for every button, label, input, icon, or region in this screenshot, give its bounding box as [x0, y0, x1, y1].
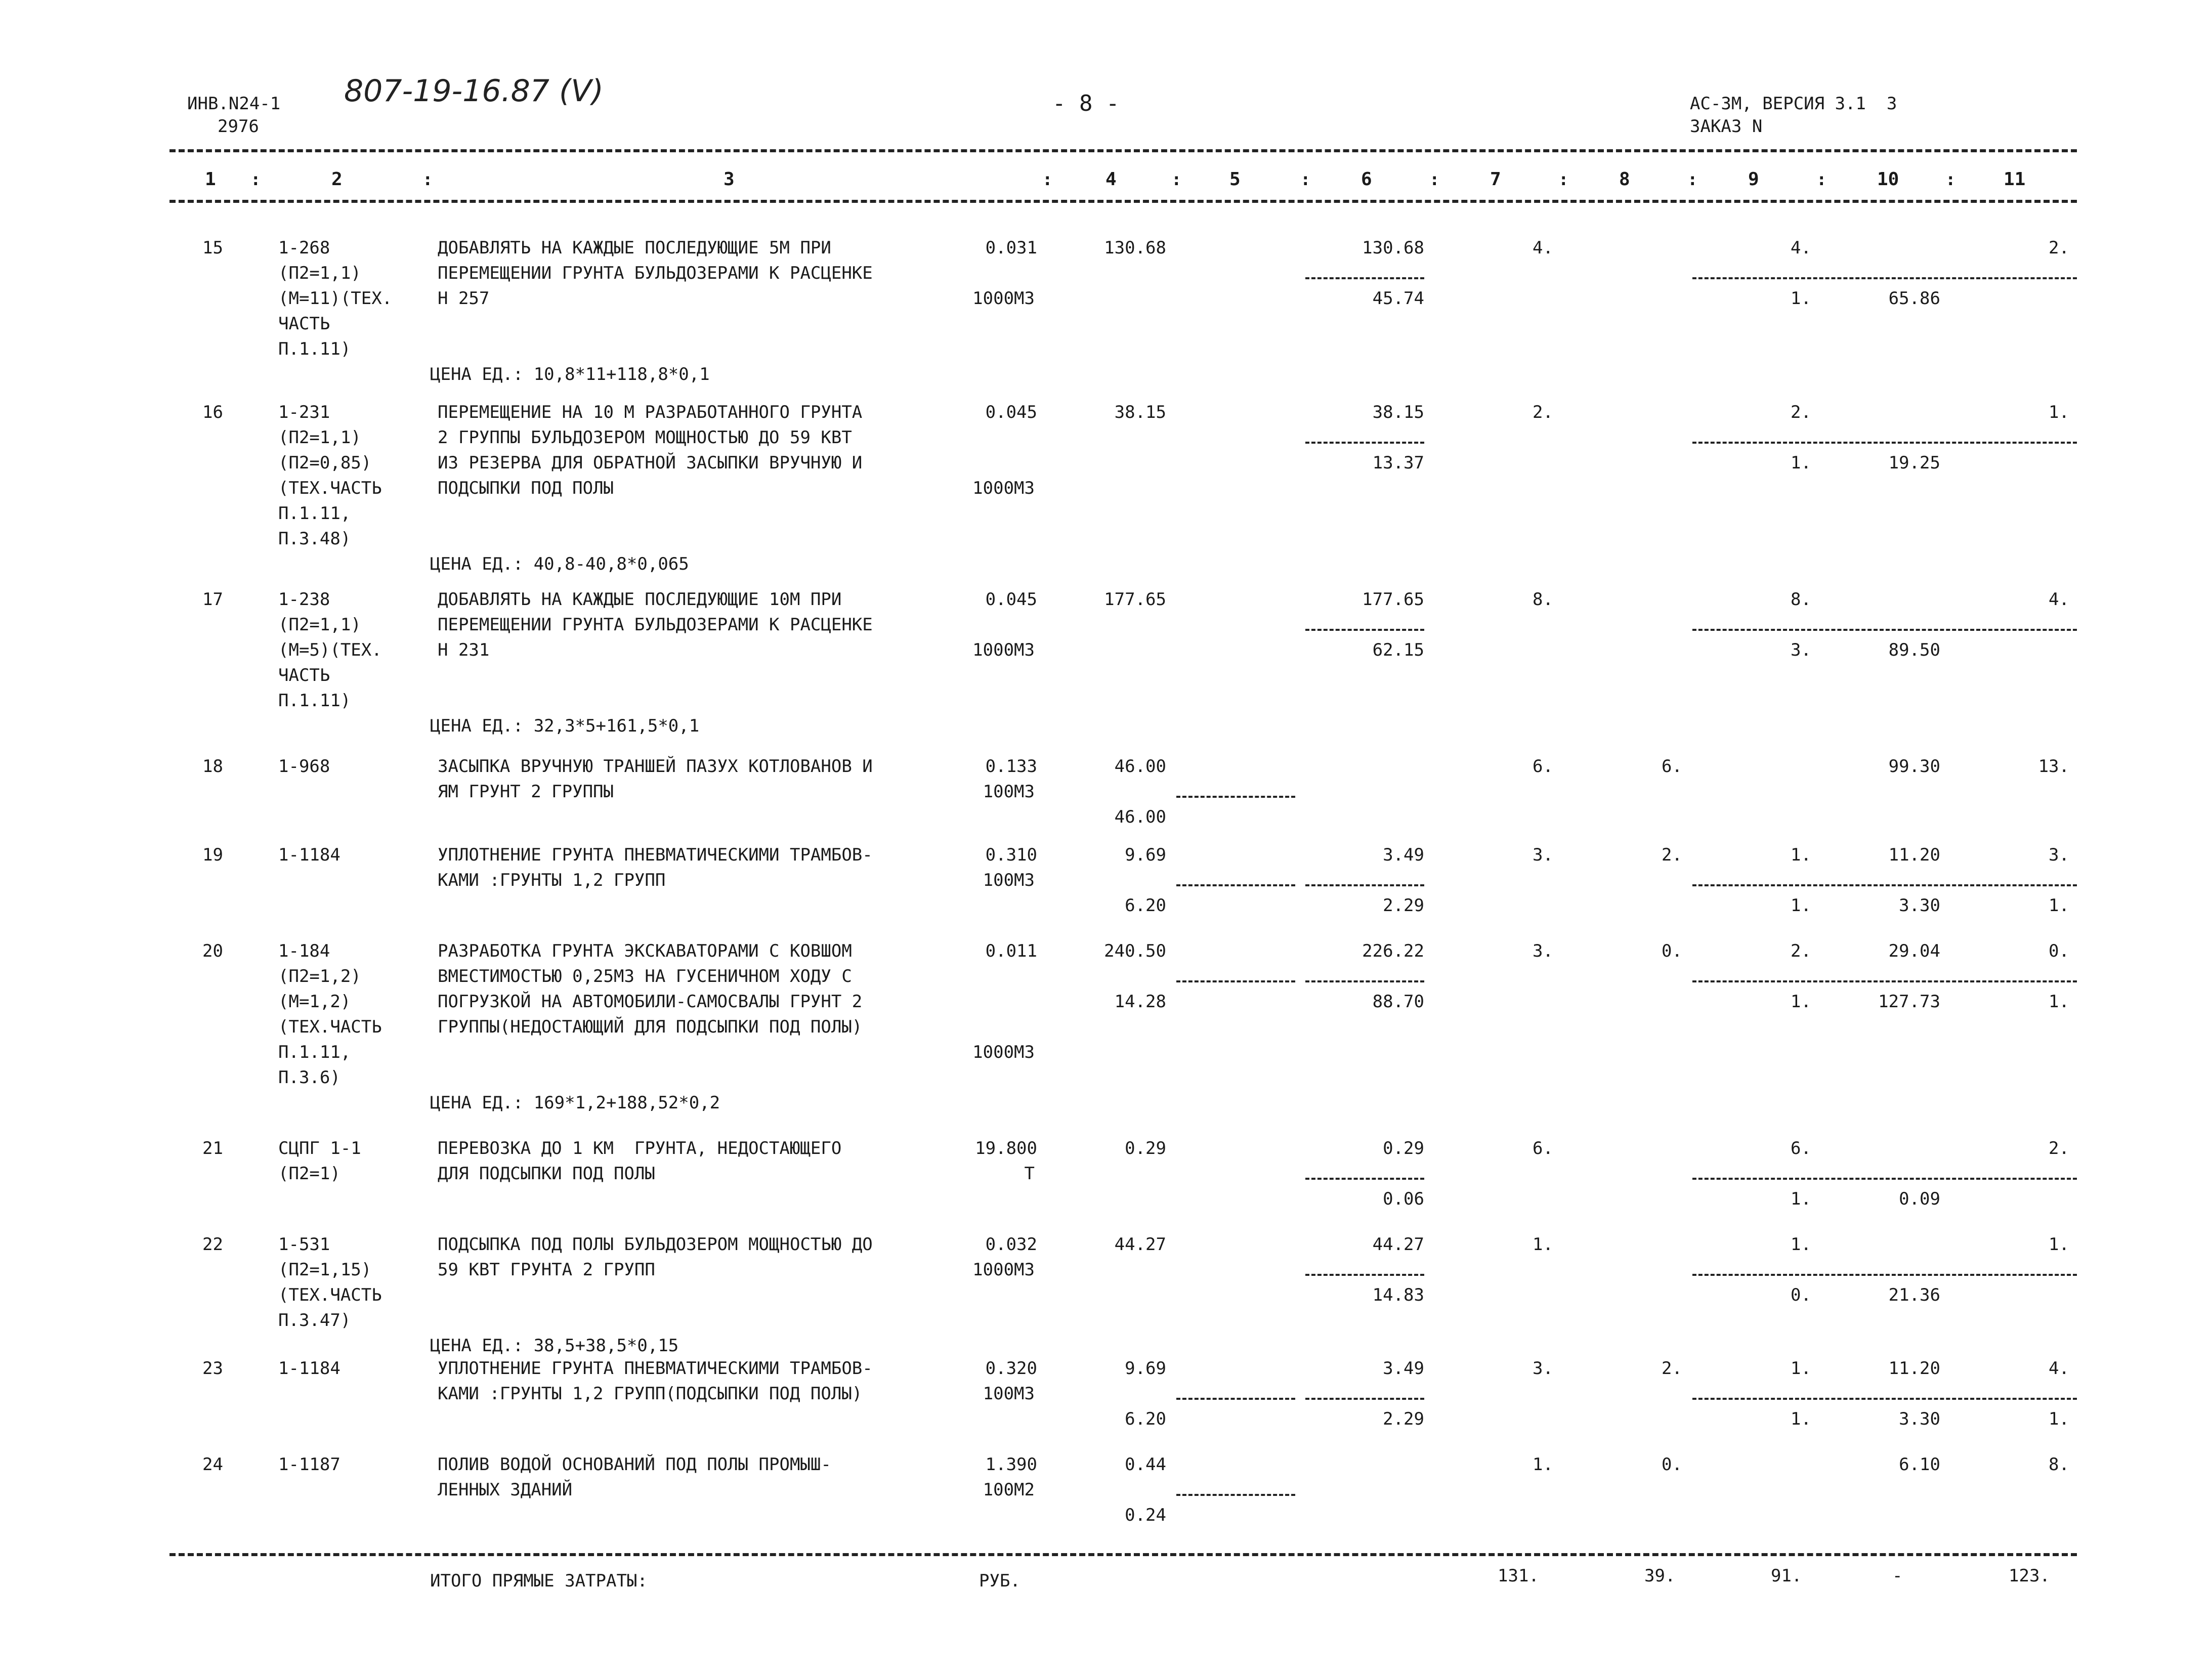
totals-rule	[169, 1553, 2077, 1556]
row-number: 24	[202, 1454, 223, 1475]
resource-code: (П2=1,1)	[278, 427, 361, 448]
sub-divider	[1305, 442, 1424, 444]
resource-code: П.3.6)	[278, 1067, 341, 1088]
value-c8: 0.	[1662, 1454, 1682, 1475]
work-description: УПЛОТНЕНИЕ ГРУНТА ПНЕВМАТИЧЕСКИМИ ТРАМБОВ-	[438, 845, 873, 865]
resource-code: (П2=1,1)	[278, 263, 361, 283]
value-c5: 130.68	[1104, 238, 1166, 258]
row-number: 17	[202, 589, 223, 610]
unit-of-measure: 100М2	[983, 1480, 1035, 1500]
work-description: ЯМ ГРУНТ 2 ГРУППЫ	[438, 782, 614, 802]
resource-code: (П2=1)	[278, 1164, 341, 1184]
value-c10: 29.04	[1888, 941, 1940, 961]
col-header-9: 9	[1748, 169, 1759, 190]
work-description: ПЕРЕМЕЩЕНИИ ГРУНТА БУЛЬДОЗЕРАМИ К РАСЦЕНКЕ	[438, 263, 873, 283]
value-c9b: 3.	[1791, 640, 1811, 660]
work-description: ДОБАВЛЯТЬ НА КАЖДЫЕ ПОСЛЕДУЮЩИЕ 10М ПРИ	[438, 589, 842, 610]
value-c4: 19.800	[975, 1138, 1037, 1158]
sub-divider	[1176, 796, 1295, 798]
col-header-6: 6	[1361, 169, 1372, 190]
value-c10: 6.10	[1899, 1454, 1940, 1475]
resource-code: (ТЕХ.ЧАСТЬ	[278, 1017, 382, 1037]
col-header-5: 5	[1229, 169, 1241, 190]
sub-divider	[1692, 1178, 2077, 1180]
value-c6b: 45.74	[1372, 288, 1424, 309]
totals-currency: РУБ.	[979, 1571, 1020, 1591]
value-c9b: 1.	[1791, 1409, 1811, 1429]
resource-code: 1-1184	[278, 1358, 341, 1379]
resource-code: П.1.11)	[278, 339, 351, 359]
value-c8: 2.	[1662, 1358, 1682, 1379]
unit-price-formula: ЦЕНА ЕД.: 38,5+38,5*0,15	[430, 1336, 679, 1356]
value-c10b: 21.36	[1888, 1285, 1940, 1305]
value-c6b: 14.83	[1372, 1285, 1424, 1305]
value-c10b: 0.09	[1899, 1189, 1940, 1209]
value-c4: 0.045	[985, 402, 1037, 422]
value-c6b: 88.70	[1372, 992, 1424, 1012]
unit-of-measure: 100М3	[983, 870, 1035, 890]
resource-code: П.1.11)	[278, 691, 351, 711]
value-c7: 1.	[1533, 1234, 1553, 1255]
sub-divider	[1176, 980, 1295, 982]
total-col-10: -	[1892, 1566, 1903, 1586]
unit-of-measure: 100М3	[983, 1384, 1035, 1404]
value-c10: 11.20	[1888, 845, 1940, 865]
resource-code: П.1.11,	[278, 1042, 351, 1062]
hdr-sep: :	[1429, 169, 1440, 190]
value-c4: 0.320	[985, 1358, 1037, 1379]
value-c5b: 6.20	[1125, 1409, 1166, 1429]
sub-divider	[1692, 1274, 2077, 1276]
value-c6b: 13.37	[1372, 453, 1424, 473]
work-description: ПОЛИВ ВОДОЙ ОСНОВАНИЙ ПОД ПОЛЫ ПРОМЫШ-	[438, 1454, 831, 1475]
value-c6: 3.49	[1383, 1358, 1424, 1379]
work-description: Н 231	[438, 640, 490, 660]
value-c7: 6.	[1533, 1138, 1553, 1158]
value-c7: 8.	[1533, 589, 1553, 610]
work-description: ПОДСЫПКА ПОД ПОЛЫ БУЛЬДОЗЕРОМ МОЩНОСТЬЮ ДО	[438, 1234, 873, 1255]
value-c10b: 89.50	[1888, 640, 1940, 660]
sub-divider	[1305, 1178, 1424, 1180]
value-c4: 0.045	[985, 589, 1037, 610]
value-c5b: 46.00	[1114, 807, 1166, 827]
value-c5: 46.00	[1114, 756, 1166, 777]
value-c11b: 1.	[2049, 895, 2069, 916]
resource-code: П.3.48)	[278, 529, 351, 549]
total-col-9: 91.	[1771, 1566, 1802, 1586]
value-c10b: 3.30	[1899, 895, 1940, 916]
value-c11: 1.	[2049, 1234, 2069, 1255]
total-col-7: 131.	[1498, 1566, 1539, 1586]
value-c11: 1.	[2049, 402, 2069, 422]
value-c6: 226.22	[1362, 941, 1424, 961]
value-c7: 3.	[1533, 845, 1553, 865]
resource-code: (М=5)(ТЕХ.	[278, 640, 382, 660]
sub-divider	[1176, 1494, 1295, 1496]
work-description: РАЗРАБОТКА ГРУНТА ЭКСКАВАТОРАМИ С КОВШОМ	[438, 941, 852, 961]
unit-price-formula: ЦЕНА ЕД.: 169*1,2+188,52*0,2	[430, 1093, 720, 1113]
sub-divider	[1305, 1274, 1424, 1276]
value-c11: 13.	[2038, 756, 2069, 777]
resource-code: 1-968	[278, 756, 330, 777]
row-number: 23	[202, 1358, 223, 1379]
row-number: 19	[202, 845, 223, 865]
value-c10: 99.30	[1888, 756, 1940, 777]
unit-price-formula: ЦЕНА ЕД.: 40,8-40,8*0,065	[430, 554, 689, 574]
resource-code: (М=11)(ТЕХ.	[278, 288, 393, 309]
value-c5: 38.15	[1114, 402, 1166, 422]
value-c9: 6.	[1791, 1138, 1811, 1158]
sub-divider	[1176, 1398, 1295, 1400]
value-c9b: 1.	[1791, 992, 1811, 1012]
value-c11: 4.	[2049, 1358, 2069, 1379]
value-c6: 44.27	[1372, 1234, 1424, 1255]
work-description: ПЕРЕМЕЩЕНИИ ГРУНТА БУЛЬДОЗЕРАМИ К РАСЦЕНКЕ	[438, 615, 873, 635]
unit-price-formula: ЦЕНА ЕД.: 32,3*5+161,5*0,1	[430, 716, 700, 736]
hdr-sep: :	[1945, 169, 1956, 190]
hdr-sep: :	[1042, 169, 1053, 190]
work-description: 2 ГРУППЫ БУЛЬДОЗЕРОМ МОЩНОСТЬЮ ДО 59 КВТ	[438, 427, 852, 448]
work-description: 59 КВТ ГРУНТА 2 ГРУПП	[438, 1260, 655, 1280]
sub-divider	[1305, 277, 1424, 279]
resource-code: (М=1,2)	[278, 992, 351, 1012]
work-description: ПОГРУЗКОЙ НА АВТОМОБИЛИ-САМОСВАЛЫ ГРУНТ 2	[438, 992, 863, 1012]
value-c9b: 1.	[1791, 1189, 1811, 1209]
sub-divider	[1305, 1398, 1424, 1400]
value-c10b: 19.25	[1888, 453, 1940, 473]
row-number: 21	[202, 1138, 223, 1158]
resource-code: (П2=0,85)	[278, 453, 372, 473]
inventory-label: ИНВ.N24-1	[187, 94, 281, 114]
unit-of-measure: 100М3	[983, 782, 1035, 802]
value-c10b: 3.30	[1899, 1409, 1940, 1429]
row-number: 22	[202, 1234, 223, 1255]
work-description: ИЗ РЕЗЕРВА ДЛЯ ОБРАТНОЙ ЗАСЫПКИ ВРУЧНУЮ И	[438, 453, 863, 473]
value-c4: 0.011	[985, 941, 1037, 961]
col-header-7: 7	[1490, 169, 1501, 190]
value-c6: 130.68	[1362, 238, 1424, 258]
value-c5: 0.29	[1125, 1138, 1166, 1158]
total-col-8: 39.	[1644, 1566, 1676, 1586]
value-c9b: 1.	[1791, 288, 1811, 309]
value-c11: 2.	[2049, 1138, 2069, 1158]
resource-code: П.1.11,	[278, 503, 351, 524]
value-c6: 177.65	[1362, 589, 1424, 610]
resource-code: 1-231	[278, 402, 330, 422]
inventory-number: 2976	[218, 116, 259, 137]
resource-code: 1-531	[278, 1234, 330, 1255]
sub-divider	[1176, 884, 1295, 886]
software-version: АС-3М, ВЕРСИЯ 3.1 3	[1690, 94, 1897, 114]
resource-code: (ТЕХ.ЧАСТЬ	[278, 1285, 382, 1305]
value-c9: 4.	[1791, 238, 1811, 258]
value-c6b: 2.29	[1383, 1409, 1424, 1429]
col-header-8: 8	[1619, 169, 1630, 190]
resource-code: 1-1187	[278, 1454, 341, 1475]
hdr-sep: :	[1300, 169, 1311, 190]
resource-code: (П2=1,2)	[278, 966, 361, 986]
value-c5: 240.50	[1104, 941, 1166, 961]
work-description: КАМИ :ГРУНТЫ 1,2 ГРУПП	[438, 870, 666, 890]
work-description: ГРУППЫ(НЕДОСТАЮЩИЙ ДЛЯ ПОДСЫПКИ ПОД ПОЛЫ)	[438, 1017, 863, 1037]
totals-label: ИТОГО ПРЯМЫЕ ЗАТРАТЫ:	[430, 1571, 648, 1591]
value-c7: 4.	[1533, 238, 1553, 258]
value-c7: 3.	[1533, 1358, 1553, 1379]
order-label: ЗАКАЗ N	[1690, 116, 1763, 137]
resource-code: (ТЕХ.ЧАСТЬ	[278, 478, 382, 498]
value-c4: 0.032	[985, 1234, 1037, 1255]
col-header-2: 2	[331, 169, 343, 190]
work-description: ВМЕСТИМОСТЬЮ 0,25М3 НА ГУСЕНИЧНОМ ХОДУ С	[438, 966, 852, 986]
page-number: - 8 -	[1052, 91, 1120, 116]
value-c9: 1.	[1791, 845, 1811, 865]
value-c10: 11.20	[1888, 1358, 1940, 1379]
row-number: 20	[202, 941, 223, 961]
unit-of-measure: Т	[1024, 1164, 1035, 1184]
value-c5: 9.69	[1125, 845, 1166, 865]
sub-divider	[1692, 884, 2077, 886]
resource-code: 1-184	[278, 941, 330, 961]
value-c6: 38.15	[1372, 402, 1424, 422]
value-c4: 0.031	[985, 238, 1037, 258]
resource-code: П.3.47)	[278, 1310, 351, 1330]
unit-of-measure: 1000М3	[972, 1260, 1035, 1280]
value-c9: 2.	[1791, 402, 1811, 422]
value-c9: 1.	[1791, 1358, 1811, 1379]
work-description: ЗАСЫПКА ВРУЧНУЮ ТРАНШЕЙ ПАЗУХ КОТЛОВАНОВ И	[438, 756, 873, 777]
value-c8: 6.	[1662, 756, 1682, 777]
value-c5b: 6.20	[1125, 895, 1166, 916]
value-c9b: 1.	[1791, 453, 1811, 473]
resource-code: 1-238	[278, 589, 330, 610]
value-c7: 2.	[1533, 402, 1553, 422]
col-header-11: 11	[2004, 169, 2026, 190]
work-description: ПЕРЕВОЗКА ДО 1 КМ ГРУНТА, НЕДОСТАЮЩЕГО	[438, 1138, 842, 1158]
value-c7: 1.	[1533, 1454, 1553, 1475]
col-header-4: 4	[1105, 169, 1117, 190]
work-description: Н 257	[438, 288, 490, 309]
work-description: ПОДСЫПКИ ПОД ПОЛЫ	[438, 478, 614, 498]
resource-code: СЦПГ 1-1	[278, 1138, 361, 1158]
value-c7: 6.	[1533, 756, 1553, 777]
handwritten-code: 807-19-16.87 (V)	[344, 73, 604, 109]
sub-divider	[1305, 980, 1424, 982]
col-header-10: 10	[1877, 169, 1899, 190]
hdr-sep: :	[1171, 169, 1182, 190]
value-c6: 0.29	[1383, 1138, 1424, 1158]
value-c8: 2.	[1662, 845, 1682, 865]
resource-code: 1-268	[278, 238, 330, 258]
value-c7: 3.	[1533, 941, 1553, 961]
value-c9: 2.	[1791, 941, 1811, 961]
sub-divider	[1305, 629, 1424, 631]
resource-code: ЧАСТЬ	[278, 665, 330, 685]
hdr-sep: :	[422, 169, 433, 190]
value-c11b: 1.	[2049, 992, 2069, 1012]
value-c6b: 0.06	[1383, 1189, 1424, 1209]
hdr-sep: :	[1687, 169, 1698, 190]
value-c5: 177.65	[1104, 589, 1166, 610]
total-col-11: 123.	[2009, 1566, 2050, 1586]
value-c4: 0.133	[985, 756, 1037, 777]
value-c5b: 14.28	[1114, 992, 1166, 1012]
col-header-3: 3	[724, 169, 735, 190]
hdr-sep: :	[1558, 169, 1569, 190]
value-c9: 8.	[1791, 589, 1811, 610]
resource-code: (П2=1,1)	[278, 615, 361, 635]
row-number: 18	[202, 756, 223, 777]
value-c5: 44.27	[1114, 1234, 1166, 1255]
value-c11: 2.	[2049, 238, 2069, 258]
resource-code: 1-1184	[278, 845, 341, 865]
value-c11: 0.	[2049, 941, 2069, 961]
value-c5b: 0.24	[1125, 1505, 1166, 1525]
value-c10b: 65.86	[1888, 288, 1940, 309]
sub-divider	[1305, 884, 1424, 886]
sub-divider	[1692, 629, 2077, 631]
unit-of-measure: 1000М3	[972, 1042, 1035, 1062]
col-header-1: 1	[205, 169, 216, 190]
top-rule	[169, 149, 2077, 152]
sub-divider	[1692, 442, 2077, 444]
sub-divider	[1692, 1398, 2077, 1400]
value-c5: 9.69	[1125, 1358, 1166, 1379]
value-c10b: 127.73	[1878, 992, 1940, 1012]
hdr-sep: :	[250, 169, 261, 190]
row-number: 16	[202, 402, 223, 422]
value-c9b: 1.	[1791, 895, 1811, 916]
header-rule	[169, 200, 2077, 203]
work-description: УПЛОТНЕНИЕ ГРУНТА ПНЕВМАТИЧЕСКИМИ ТРАМБОВ-	[438, 1358, 873, 1379]
unit-of-measure: 1000М3	[972, 640, 1035, 660]
row-number: 15	[202, 238, 223, 258]
hdr-sep: :	[1816, 169, 1827, 190]
value-c4: 0.310	[985, 845, 1037, 865]
unit-price-formula: ЦЕНА ЕД.: 10,8*11+118,8*0,1	[430, 364, 710, 384]
value-c6: 3.49	[1383, 845, 1424, 865]
unit-of-measure: 1000М3	[972, 288, 1035, 309]
value-c6b: 62.15	[1372, 640, 1424, 660]
value-c11b: 1.	[2049, 1409, 2069, 1429]
value-c4: 1.390	[985, 1454, 1037, 1475]
value-c8: 0.	[1662, 941, 1682, 961]
work-description: ЛЕННЫХ ЗДАНИЙ	[438, 1480, 573, 1500]
work-description: ДЛЯ ПОДСЫПКИ ПОД ПОЛЫ	[438, 1164, 655, 1184]
sub-divider	[1692, 277, 2077, 279]
work-description: КАМИ :ГРУНТЫ 1,2 ГРУПП(ПОДСЫПКИ ПОД ПОЛЫ)	[438, 1384, 863, 1404]
resource-code: ЧАСТЬ	[278, 314, 330, 334]
work-description: ДОБАВЛЯТЬ НА КАЖДЫЕ ПОСЛЕДУЮЩИЕ 5М ПРИ	[438, 238, 831, 258]
resource-code: (П2=1,15)	[278, 1260, 372, 1280]
value-c11: 4.	[2049, 589, 2069, 610]
value-c11: 3.	[2049, 845, 2069, 865]
sub-divider	[1692, 980, 2077, 982]
value-c9: 1.	[1791, 1234, 1811, 1255]
unit-of-measure: 1000М3	[972, 478, 1035, 498]
value-c11: 8.	[2049, 1454, 2069, 1475]
value-c5: 0.44	[1125, 1454, 1166, 1475]
work-description: ПЕРЕМЕЩЕНИЕ НА 10 М РАЗРАБОТАННОГО ГРУНТА	[438, 402, 863, 422]
value-c9b: 0.	[1791, 1285, 1811, 1305]
value-c6b: 2.29	[1383, 895, 1424, 916]
